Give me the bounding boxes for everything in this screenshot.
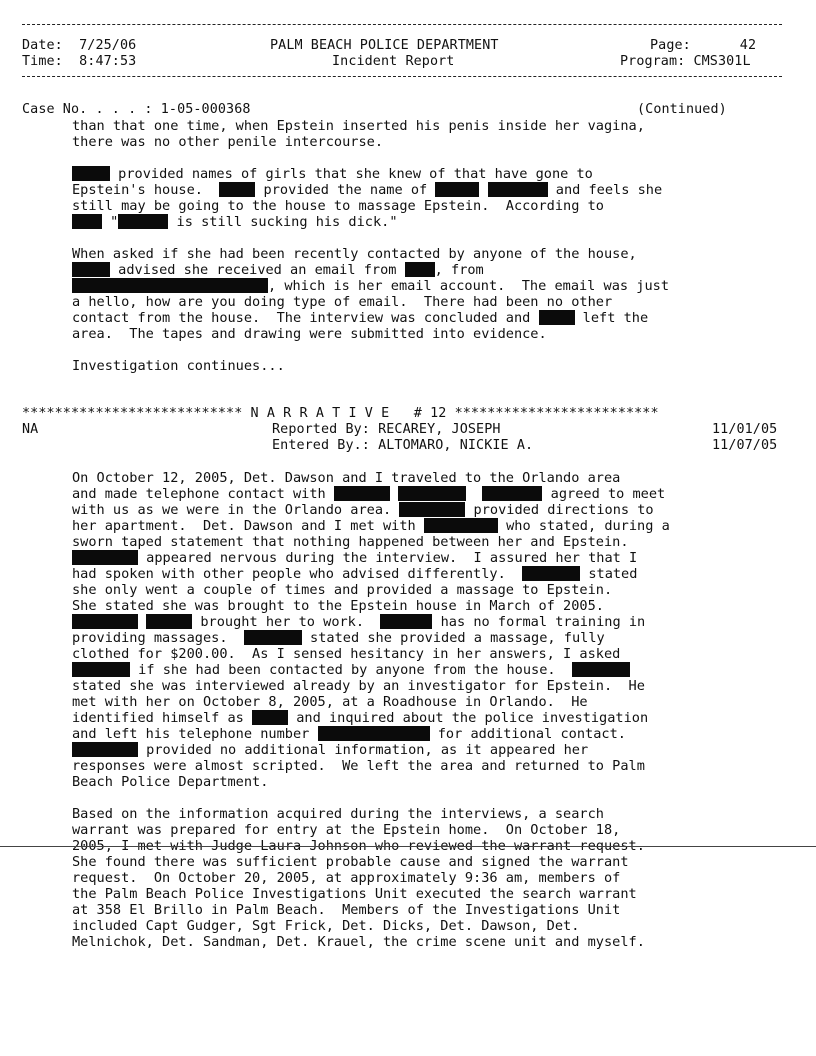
redaction-block	[398, 486, 466, 501]
redaction-block	[572, 662, 630, 677]
redaction-block	[72, 614, 138, 629]
text-segment: provided directions to	[465, 502, 654, 518]
text-line	[72, 182, 662, 198]
text-line: responses were almost scripted. We left the area and returned to Palm	[72, 758, 645, 774]
text-line	[72, 566, 637, 582]
text-segment: , from	[434, 262, 484, 278]
text-line: She stated she was brought to the Epstein house in March of 2005.	[72, 598, 604, 614]
text-line	[72, 486, 665, 502]
text-line: Melnichok, Det. Sandman, Det. Krauel, the crime scene unit and myself.	[72, 934, 645, 950]
text-segment: is still sucking his dick."	[168, 214, 398, 230]
department-name: PALM BEACH POLICE DEPARTMENT	[270, 38, 499, 53]
text-segment: brought her to work.	[192, 614, 381, 630]
redaction-block	[72, 742, 138, 757]
text-line: request. On October 20, 2005, at approximately 9:36 am, members of	[72, 870, 621, 886]
text-line: sworn taped statement that nothing happened between her and Epstein.	[72, 534, 629, 550]
program-value: CMS301L	[693, 54, 751, 69]
text-segment: identified himself as	[72, 710, 253, 726]
text-segment: "	[102, 214, 119, 230]
text-line	[72, 710, 648, 726]
redaction-block	[318, 726, 430, 741]
text-line: clothed for $200.00. As I sensed hesitancy in her answers, I asked	[72, 646, 621, 662]
text-line	[72, 310, 648, 326]
text-segment: and feels she	[547, 182, 663, 198]
time-label-text: Time:	[22, 54, 63, 69]
redaction-block	[72, 214, 102, 229]
text-segment: who stated, during a	[497, 518, 670, 534]
narrative-code: NA	[22, 422, 39, 437]
text-segment: Epstein's house.	[72, 182, 220, 198]
text-line	[72, 166, 593, 182]
text-line: the Palm Beach Police Investigations Unit executed the search warrant	[72, 886, 637, 902]
redaction-block	[252, 710, 288, 725]
redaction-block	[424, 518, 498, 533]
text-line	[72, 662, 630, 678]
text-line: Investigation continues...	[72, 358, 285, 374]
text-segment: provided no additional information, as it appeared her	[138, 742, 589, 758]
entered-date: 11/07/05	[712, 438, 778, 453]
redaction-block	[380, 614, 432, 629]
text-line: still may be going to the house to massage Epstein. According to	[72, 198, 604, 214]
entered-by: Entered By.: ALTOMARO, NICKIE A.	[272, 438, 534, 453]
text-line	[72, 518, 670, 534]
redaction-block	[488, 182, 548, 197]
redaction-block	[244, 630, 302, 645]
text-line: stated she was interviewed already by an investigator for Epstein. He	[72, 678, 645, 694]
text-line: than that one time, when Epstein inserted his penis inside her vagina,	[72, 118, 645, 134]
text-segment: and left his telephone number	[72, 726, 318, 742]
redaction-block	[72, 550, 138, 565]
redaction-block	[72, 262, 110, 277]
text-segment: stated	[580, 566, 638, 582]
text-line	[72, 278, 669, 294]
text-line: She found there was sufficient probable cause and signed the warrant	[72, 854, 629, 870]
redaction-block	[219, 182, 255, 197]
text-line	[72, 630, 605, 646]
text-segment: left the	[574, 310, 649, 326]
text-line: met with her on October 8, 2005, at a Roadhouse in Orlando. He	[72, 694, 588, 710]
redaction-block	[72, 166, 110, 181]
redaction-block	[405, 262, 435, 277]
text-line	[72, 614, 645, 630]
continued-label: (Continued)	[637, 102, 727, 117]
text-line	[72, 262, 484, 278]
report-type: Incident Report	[332, 54, 455, 69]
text-line: warrant was prepared for entry at the Epstein home. On October 18,	[72, 822, 621, 838]
text-segment: stated she provided a massage, fully	[301, 630, 605, 646]
text-line: When asked if she had been recently contacted by anyone of the house,	[72, 246, 637, 262]
text-segment: for additional contact.	[429, 726, 626, 742]
text-line	[72, 502, 654, 518]
program-label-text: Program:	[620, 54, 686, 69]
text-line	[72, 214, 398, 230]
page-label	[650, 38, 756, 54]
date-value: 7/25/06	[79, 38, 137, 53]
redaction-block	[118, 214, 168, 229]
page-number: 42	[739, 38, 757, 53]
text-segment: advised she received an email from	[110, 262, 405, 278]
text-segment: agreed to meet	[542, 486, 666, 502]
text-segment: had spoken with other people who advised differently.	[72, 566, 523, 582]
text-segment: her apartment. Det. Dawson and I met with	[72, 518, 424, 534]
text-line: area. The tapes and drawing were submitted into evidence.	[72, 326, 547, 342]
text-segment: provided the name of	[255, 182, 436, 198]
text-segment: has no formal training in	[432, 614, 646, 630]
page-label-text: Page:	[650, 38, 691, 53]
text-line: at 358 El Brillo in Palm Beach. Members of the Investigations Unit	[72, 902, 621, 918]
date-label	[22, 38, 136, 54]
program-label	[620, 54, 751, 70]
narrative-banner: *************************** N A R R A T I V E # 12 *************************	[22, 406, 659, 421]
text-segment: , which is her email account. The email was just	[268, 278, 670, 294]
text-line: there was no other penile intercourse.	[72, 134, 383, 150]
redaction-block	[522, 566, 580, 581]
text-line: she only went a couple of times and provided a massage to Epstein.	[72, 582, 613, 598]
redaction-block	[399, 502, 465, 517]
text-line: Based on the information acquired during the interviews, a search	[72, 806, 604, 822]
scan-artifact-line	[0, 846, 816, 847]
redaction-block	[334, 486, 390, 501]
redaction-block	[539, 310, 575, 325]
text-line: On October 12, 2005, Det. Dawson and I traveled to the Orlando area	[72, 470, 621, 486]
case-number: Case No. . . . : 1-05-000368	[22, 102, 251, 117]
text-line: included Capt Gudger, Sgt Frick, Det. Dicks, Det. Dawson, Det.	[72, 918, 580, 934]
reported-by: Reported By: RECAREY, JOSEPH	[272, 422, 501, 437]
text-segment: providing massages.	[72, 630, 244, 646]
redaction-block	[435, 182, 479, 197]
text-line	[72, 550, 637, 566]
time-label	[22, 54, 136, 70]
text-segment: appeared nervous during the interview. I assured her that I	[138, 550, 638, 566]
text-line: 2005, I met with Judge Laura Johnson who reviewed the warrant request.	[72, 838, 645, 854]
redaction-block	[146, 614, 192, 629]
date-label-text: Date:	[22, 38, 63, 53]
redaction-block	[72, 278, 268, 293]
text-line: a hello, how are you doing type of email. There had been no other	[72, 294, 613, 310]
text-segment: contact from the house. The interview was concluded and	[72, 310, 539, 326]
redaction-block	[72, 662, 130, 677]
header-rule-top	[22, 24, 782, 25]
text-line	[72, 726, 626, 742]
text-segment: and inquired about the police investigation	[288, 710, 649, 726]
reported-date: 11/01/05	[712, 422, 778, 437]
time-value: 8:47:53	[79, 54, 137, 69]
text-line	[72, 742, 588, 758]
text-segment: and made telephone contact with	[72, 486, 334, 502]
text-line: Beach Police Department.	[72, 774, 269, 790]
text-segment: provided names of girls that she knew of that have gone to	[110, 166, 593, 182]
header-rule-bottom	[22, 76, 782, 77]
text-segment: if she had been contacted by anyone from the house.	[130, 662, 572, 678]
redaction-block	[482, 486, 542, 501]
text-segment: with us as we were in the Orlando area.	[72, 502, 400, 518]
